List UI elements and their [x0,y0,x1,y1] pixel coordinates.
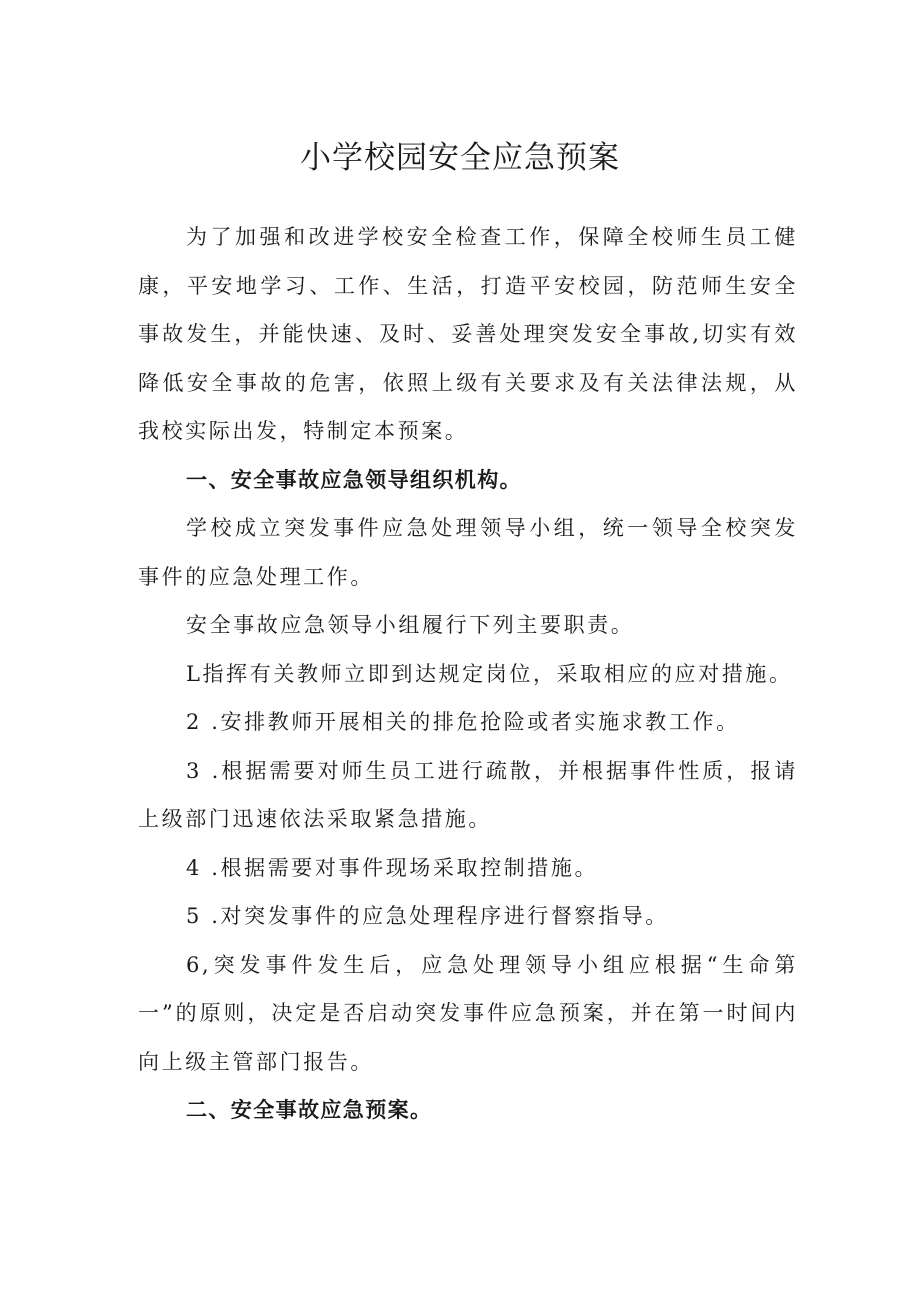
document-title: 小学校园安全应急预案 [300,140,620,176]
duty-item-1: L指挥有关教师立即到达规定岗位，采取相应的应对措施。 [186,661,793,686]
duty-item-6: 6,突发事件发生后，应急处理领导小组应根据“生命第一”的原则，决定是否启动突发事件应急预案，并在第一时间内向上级主管部门报告。 [138,952,798,1074]
intro-paragraph: 为了加强和改进学校安全检查工作，保障全校师生员工健康，平安地学习、工作、生活，打造平安校园，防范师生安全事故发生，并能快速、及时、妥善处理突发安全事故,切实有效降低安全事故的危害，依照上级有关要求及有关法律法规，从我校实际出发，特制定本预案。 [138,225,798,443]
paragraph-leadership-group: 学校成立突发事件应急处理领导小组，统一领导全校突发事件的应急处理工作。 [138,516,798,589]
duty-item-5: 5 .对突发事件的应急处理程序进行督察指导。 [186,904,669,928]
duty-item-4: 4 .根据需要对事件现场采取控制措施。 [186,855,599,880]
duty-item-3: 3 .根据需要对师生员工进行疏散，并根据事件性质，报请上级部门迅速依法采取紧急措施。 [138,758,798,831]
paragraph-duties-intro: 安全事故应急领导小组履行下列主要职责。 [186,613,635,637]
section-heading-2: 二、安全事故应急预案。 [186,1098,433,1122]
duty-item-2: 2 .安排教师开展相关的排危抢险或者实施求教工作。 [186,710,740,734]
section-heading-1: 一、安全事故应急领导组织机构。 [186,467,522,492]
document-body [138,213,798,1135]
